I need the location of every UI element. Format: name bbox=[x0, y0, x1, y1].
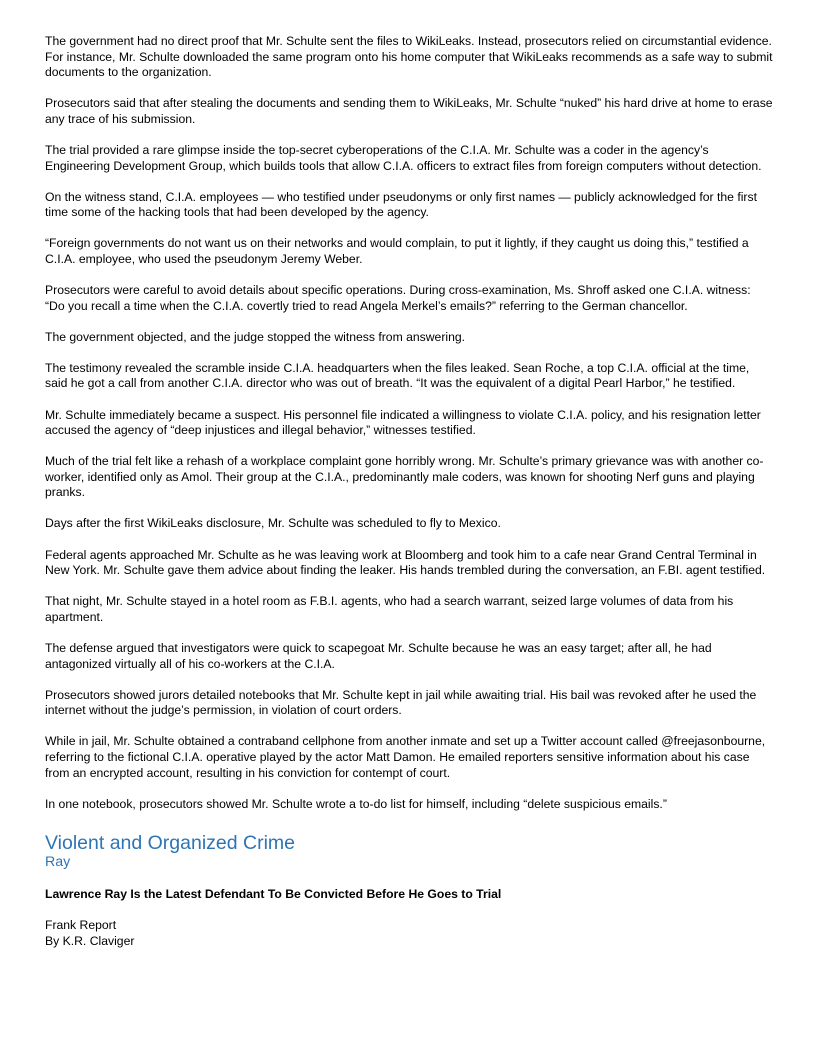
paragraph: The trial provided a rare glimpse inside the top-secret cyberoperations of the C.I.A. Mr. Schulte was a coder in the agency’s Engineering Development Group, which builds tools that allow C.I.A. officers to extract files from foreign computers without detection. bbox=[45, 142, 762, 173]
paragraph: On the witness stand, C.I.A. employees — who testified under pseudonyms or only first names — publicly acknowledged for the first time some of the hacking tools that had been developed by the agency. bbox=[45, 189, 757, 220]
paragraph: Mr. Schulte immediately became a suspect. His personnel file indicated a willingness to violate C.I.A. policy, and his resignation letter accused the agency of “deep injustices and illegal behavior,” witnesses testified. bbox=[45, 407, 761, 438]
article-author: By K.R. Claviger bbox=[45, 933, 135, 948]
paragraph: Federal agents approached Mr. Schulte as he was leaving work at Bloomberg and took him to a cafe near Grand Central Terminal in New York. Mr. Schulte gave them advice about finding the leaker. His hands trembled during the conversation, an F.BI. agent testified. bbox=[45, 547, 766, 578]
article-source: Frank Report bbox=[45, 918, 117, 933]
paragraph: The defense argued that investigators were quick to scapegoat Mr. Schulte because he was an easy target; after all, he had antagonized virtually all of his co-workers at the C.I.A. bbox=[45, 640, 712, 671]
paragraph: That night, Mr. Schulte stayed in a hotel room as F.B.I. agents, who had a search warrant, seized large volumes of data from his apartment. bbox=[45, 594, 734, 624]
paragraph: While in jail, Mr. Schulte obtained a contraband cellphone from another inmate and set up a Twitter account called @freejasonbourne, referring to the fictional C.I.A. operative played by the actor Matt Damon. He emailed reporters sensitive information about his case from an encrypted account, resulting in his conviction for contempt of court. bbox=[45, 734, 766, 780]
paragraph: The government had no direct proof that Mr. Schulte sent the files to WikiLeaks. Instead, prosecutors relied on circumstantial evidence. For instance, Mr. Schulte downloaded the same program onto his home computer that WikiLeaks recommends as a safe way to submit documents to the organization. bbox=[45, 34, 773, 80]
document-page bbox=[45, 34, 773, 949]
paragraph: Prosecutors were careful to avoid details about specific operations. During cross-examination, Ms. Shroff asked one C.I.A. witness: “Do you recall a time when the C.I.A. covertly tried to read Angela Merkel’s emails?” referring to the German chancellor. bbox=[45, 283, 751, 313]
paragraph: Days after the first WikiLeaks disclosure, Mr. Schulte was scheduled to fly to Mexico. bbox=[45, 516, 501, 531]
paragraph: Prosecutors said that after stealing the documents and sending them to WikiLeaks, Mr. Schulte “nuked” his hard drive at home to erase any trace of his submission. bbox=[45, 96, 773, 126]
paragraph: The testimony revealed the scramble inside C.I.A. headquarters when the files leaked. Sean Roche, a top C.I.A. official at the time, said he got a call from another C.I.A. director who was out of breath. “It was the equivalent of a digital Pearl Harbor,” he testified. bbox=[45, 360, 750, 391]
section-subheading: Ray bbox=[45, 854, 71, 871]
paragraph: The government objected, and the judge stopped the witness from answering. bbox=[45, 329, 466, 344]
article-title: Lawrence Ray Is the Latest Defendant To Be Convicted Before He Goes to Trial bbox=[45, 887, 502, 902]
paragraph: Prosecutors showed jurors detailed notebooks that Mr. Schulte kept in jail while awaiting trial. His bail was revoked after he used the internet without the judge’s permission, in violation of court orders. bbox=[45, 687, 757, 718]
section-heading: Violent and Organized Crime bbox=[45, 832, 296, 855]
article-body bbox=[45, 34, 773, 812]
paragraph: “Foreign governments do not want us on their networks and would complain, to put it lightly, if they caught us doing this,” testified a C.I.A. employee, who used the pseudonym Jeremy Weber. bbox=[45, 236, 749, 266]
paragraph: Much of the trial felt like a rehash of a workplace complaint gone horribly wrong. Mr. Schulte’s primary grievance was with another co-worker, identified only as Amol. Their group at the C.I.A., predominantly male coders, was known for shooting Nerf guns and playing pranks. bbox=[45, 454, 764, 500]
paragraph: In one notebook, prosecutors showed Mr. Schulte wrote a to-do list for himself, including “delete suspicious emails.” bbox=[45, 796, 667, 811]
